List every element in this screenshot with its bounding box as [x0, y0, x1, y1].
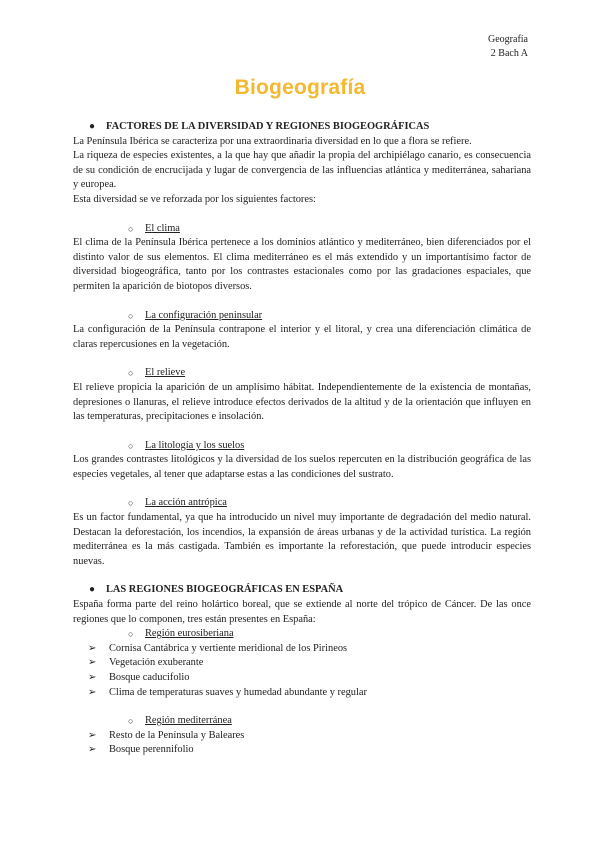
- list-item: [73, 642, 531, 657]
- circle-bullet-icon: ○: [128, 223, 134, 234]
- circle-bullet-icon: ○: [128, 498, 134, 509]
- subheading-label: Región eurosiberiana: [145, 628, 234, 640]
- arrow-bullet-icon: ➢: [88, 686, 97, 698]
- arrow-bullet-icon: ➢: [88, 642, 97, 654]
- subheading-configuracion: [73, 309, 531, 324]
- list-item-text: Clima de temperaturas suaves y humedad abundante y regular: [109, 686, 367, 698]
- circle-bullet-icon: ○: [128, 440, 134, 451]
- paragraph: Los grandes contrastes litológicos y la diversidad de los suelos repercuten en la distribución geográfica de las especies vegetales, al tener que adaptarse estas a las condiciones del sustrato.: [73, 454, 531, 480]
- list-item-text: Bosque caducifolio: [109, 672, 190, 683]
- subheading-mediterranea: [73, 714, 531, 729]
- bullet-icon: ●: [89, 121, 96, 132]
- list-item-text: Cornisa Cantábrica y vertiente meridional de los Pirineos: [109, 642, 348, 654]
- section-heading-label: LAS REGIONES BIOGEOGRÁFICAS EN ESPAÑA: [106, 584, 344, 596]
- subheading-label: La litología y los suelos: [145, 439, 245, 451]
- list-item: [73, 671, 531, 686]
- subheading-relieve: [73, 366, 531, 381]
- section-heading-factores: [73, 120, 531, 135]
- list-item: [73, 656, 531, 671]
- subheading-label: Región mediterránea: [145, 715, 232, 727]
- paragraph: Es un factor fundamental, ya que ha introducido un nivel muy importante de degradación del medio natural. Destacan la deforestación, los incendios, la expansión de áreas urbanas y de la actividad turística. La región mediterránea es la más castigada. También es importante la reforestación, que puede introducir especies nuevas.: [73, 512, 531, 567]
- header-course: 2 Bach A: [490, 48, 528, 59]
- list-item: [73, 729, 531, 744]
- arrow-bullet-icon: ➢: [88, 729, 97, 741]
- list-item-text: Vegetación exuberante: [109, 657, 204, 669]
- paragraph: La riqueza de especies existentes, a la que hay que añadir la propia del archipiélago canario, es consecuencia de su condición de encrucijada y lugar de convergencia de las influencias atlántica y mediterránea, sahariana y europea.: [73, 150, 531, 191]
- list-item: [73, 743, 531, 758]
- section-heading-label: FACTORES DE LA DIVERSIDAD Y REGIONES BIOGEOGRÁFICAS: [106, 121, 430, 132]
- arrow-bullet-icon: ➢: [88, 672, 97, 683]
- circle-bullet-icon: ○: [128, 629, 134, 640]
- page-header: [488, 33, 528, 61]
- subheading-accion-antropica: [73, 496, 531, 511]
- region-feature-list: [73, 729, 531, 758]
- list-item-text: Bosque perennifolio: [109, 744, 194, 756]
- list-item: [73, 686, 531, 701]
- header-subject: Geografía: [488, 34, 528, 45]
- circle-bullet-icon: ○: [128, 368, 134, 379]
- paragraph: Esta diversidad se ve reforzada por los siguientes factores:: [73, 193, 316, 205]
- subheading-label: La configuración peninsular: [145, 309, 263, 321]
- arrow-bullet-icon: ➢: [88, 657, 97, 669]
- paragraph: La Península Ibérica se caracteriza por una extraordinaria diversidad en lo que a flora se refiere.: [73, 135, 472, 147]
- circle-bullet-icon: ○: [128, 716, 134, 727]
- page-title: Biogeografía: [234, 76, 366, 99]
- subheading-label: La acción antrópica: [145, 497, 227, 509]
- subheading-label: El clima: [145, 222, 180, 234]
- paragraph: España forma parte del reino holártico boreal, que se extiende al norte del trópico de Cáncer. De las once regiones que lo componen, tres están presentes en España:: [73, 599, 531, 625]
- document-body: [73, 120, 531, 758]
- subheading-label: El relieve: [145, 367, 186, 379]
- circle-bullet-icon: ○: [128, 310, 134, 321]
- subheading-eurosiberiana: [73, 627, 531, 642]
- region-feature-list: [73, 642, 531, 700]
- section-heading-regiones: [73, 583, 531, 598]
- paragraph: El relieve propicia la aparición de un amplísimo hábitat. Independientemente de la existencia de montañas, depresiones o llanuras, el relieve introduce efectos derivados de la altitud y de la orientación que influyen en las temperaturas, precipitaciones e insolación.: [73, 381, 531, 423]
- paragraph: El clima de la Península Ibérica pertenece a los dominios atlántico y mediterráneo, bien diferenciados por el distinto valor de sus elementos. El clima mediterráneo es el más extendido y un importantísimo factor de diversidad biogeográfica, tanto por los contrastes estacionales como por las gradaciones espaciales, que permiten la aparición de biotopos diversos.: [73, 237, 531, 292]
- paragraph: La configuración de la Península contrapone el interior y el litoral, y crea una diferenciación climática de claras repercusiones en la vegetación.: [73, 324, 531, 350]
- list-item-text: Resto de la Península y Baleares: [109, 729, 245, 741]
- bullet-icon: ●: [89, 584, 96, 596]
- subheading-litologia: [73, 439, 531, 454]
- subheading-clima: [73, 222, 531, 237]
- arrow-bullet-icon: ➢: [88, 744, 97, 756]
